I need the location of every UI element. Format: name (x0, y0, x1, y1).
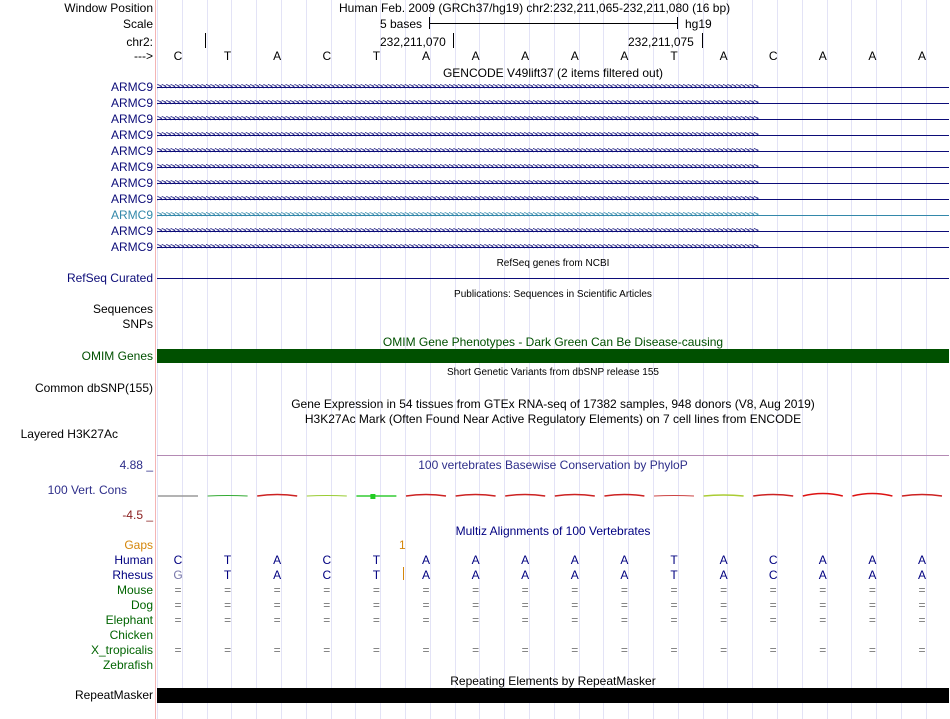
window-position-label[interactable]: Window Position (64, 1, 153, 15)
gencode-item-label[interactable]: ARMC9 (110, 80, 153, 94)
alignment-base: A (273, 568, 282, 582)
alignment-base: = (224, 583, 232, 597)
phylop-score-mark (208, 496, 248, 497)
h3k27ac-track-title[interactable]: H3K27Ac Mark (Often Found Near Active Regulatory Elements) on 7 cell lines from ENCODE (304, 412, 802, 426)
alignment-base: T (372, 568, 381, 582)
repeatmasker-track-title[interactable]: Repeating Elements by RepeatMasker (450, 674, 656, 688)
alignment-base: = (620, 643, 628, 657)
alignment-base: = (571, 613, 579, 627)
alignment-base: = (472, 643, 480, 657)
alignment-base: = (273, 583, 281, 597)
alignment-base: C (322, 553, 332, 567)
gencode-transcript[interactable] (157, 144, 949, 158)
strand-arrow-label[interactable]: ---> (134, 49, 153, 63)
alignment-base: A (471, 553, 480, 567)
alignment-base: A (570, 553, 579, 567)
alignment-base: A (570, 568, 579, 582)
gencode-track-title[interactable]: GENCODE V49lift37 (2 items filtered out) (442, 66, 664, 80)
alignment-base: = (720, 583, 728, 597)
refseq-gene-line[interactable] (157, 278, 949, 279)
alignment-base: = (372, 583, 380, 597)
alignment-base: = (273, 598, 281, 612)
reference-base: T (670, 49, 678, 63)
alignment-base: = (323, 598, 331, 612)
gencode-item-label[interactable]: ARMC9 (110, 208, 153, 222)
alignment-base: = (620, 613, 628, 627)
phylop-ymin-label: -4.5 _ (122, 508, 153, 522)
coord-right-text: 232,211,075 (628, 35, 694, 49)
scale-bar (429, 23, 677, 24)
repeatmasker-track-label[interactable]: RepeatMasker (74, 688, 153, 702)
reference-base: C (768, 49, 778, 63)
phylop-ymax-label: 4.88 _ (119, 458, 153, 472)
gencode-item-label[interactable]: ARMC9 (110, 128, 153, 142)
strand-chevrons: >>>>>>>>>>>>>>>>>>>>>>>>>>>>>>>>>>>>>>>>>>>>>>>>>>>>>>>>>>>>>>>>>>>>>>>>>>>>>>>>>>>>>>>>>>>>>>>>>>>>>>>>>>>>>>>>>>>>>>>>>>>>>>>>>>>>>>>> (157, 82, 758, 92)
alignment-base: = (620, 598, 628, 612)
alignment-base: A (868, 568, 877, 582)
strand-chevrons: >>>>>>>>>>>>>>>>>>>>>>>>>>>>>>>>>>>>>>>>>>>>>>>>>>>>>>>>>>>>>>>>>>>>>>>>>>>>>>>>>>>>>>>>>>>>>>>>>>>>>>>>>>>>>>>>>>>>>>>>>>>>>>>>>>>>>>>> (157, 114, 758, 124)
reference-base: A (273, 49, 282, 63)
alignment-base: A (273, 553, 282, 567)
alignment-base: = (670, 583, 678, 597)
gencode-item-label[interactable]: ARMC9 (110, 144, 153, 158)
gencode-transcript[interactable] (157, 80, 949, 94)
gaps-label[interactable]: Gaps (124, 538, 153, 552)
alignment-base: = (868, 598, 876, 612)
scale-db-text: hg19 (685, 17, 712, 31)
h3k27ac-baseline (157, 455, 949, 456)
coord-tick (205, 33, 206, 48)
alignment-base: A (421, 568, 430, 582)
gencode-transcript[interactable] (157, 176, 949, 190)
species-label[interactable]: Human (114, 553, 153, 567)
alignment-base: A (917, 553, 926, 567)
reference-base: A (719, 49, 728, 63)
coord-tick (702, 33, 703, 48)
species-label[interactable]: Dog (130, 598, 153, 612)
phylop-score-mark (902, 495, 942, 497)
alignment-base: = (918, 598, 926, 612)
omim-track-title[interactable]: OMIM Gene Phenotypes - Dark Green Can Be Disease-causing (382, 335, 724, 349)
phylop-score-mark (555, 495, 595, 497)
gencode-transcript[interactable] (157, 240, 949, 254)
alignment-base: = (868, 583, 876, 597)
reference-base: A (421, 49, 430, 63)
alignment-base: A (421, 553, 430, 567)
strand-chevrons: >>>>>>>>>>>>>>>>>>>>>>>>>>>>>>>>>>>>>>>>>>>>>>>>>>>>>>>>>>>>>>>>>>>>>>>>>>>>>>>>>>>>>>>>>>>>>>>>>>>>>>>>>>>>>>>>>>>>>>>>>>>>>>>>>>>>>>>> (157, 130, 758, 140)
phylop-score-mark (505, 495, 545, 497)
gaps-count: 1 (399, 538, 406, 552)
species-label[interactable]: Chicken (109, 628, 153, 642)
alignment-base: = (472, 613, 480, 627)
species-label[interactable]: Rhesus (112, 568, 153, 582)
alignment-base: = (670, 613, 678, 627)
alignment-base: = (521, 613, 529, 627)
phylop-score-mark (604, 495, 644, 497)
alignment-base: A (719, 553, 728, 567)
alignment-base: = (620, 583, 628, 597)
coord-tick (453, 33, 454, 48)
alignment-base: = (372, 598, 380, 612)
gencode-transcript[interactable] (157, 192, 949, 206)
alignment-base: A (917, 568, 926, 582)
alignment-base: = (174, 643, 182, 657)
label-separator (155, 0, 156, 719)
alignment-base: = (422, 613, 430, 627)
refseq-track-label[interactable]: RefSeq Curated (66, 271, 153, 285)
alignment-base: = (521, 583, 529, 597)
alignment-base: T (372, 553, 381, 567)
alignment-base: = (720, 613, 728, 627)
phylop-score-mark (704, 495, 744, 496)
alignment-base: T (670, 568, 678, 582)
alignment-base: = (521, 598, 529, 612)
alignment-base: = (273, 613, 281, 627)
chr-label[interactable]: chr2: (126, 35, 153, 49)
alignment-base: = (224, 613, 232, 627)
gencode-item-label[interactable]: ARMC9 (110, 160, 153, 174)
alignment-base: = (174, 613, 182, 627)
alignment-base: = (422, 598, 430, 612)
alignment-base: A (818, 553, 827, 567)
phylop-score-mark (852, 494, 892, 497)
strand-chevrons: >>>>>>>>>>>>>>>>>>>>>>>>>>>>>>>>>>>>>>>>>>>>>>>>>>>>>>>>>>>>>>>>>>>>>>>>>>>>>>>>>>>>>>>>>>>>>>>>>>>>>>>>>>>>>>>>>>>>>>>>>>>>>>>>>>>>>>>> (157, 226, 758, 236)
repeatmasker-feature-bar[interactable] (157, 688, 949, 703)
alignment-base: = (819, 583, 827, 597)
alignment-base: = (323, 583, 331, 597)
strand-chevrons: >>>>>>>>>>>>>>>>>>>>>>>>>>>>>>>>>>>>>>>>>>>>>>>>>>>>>>>>>>>>>>>>>>>>>>>>>>>>>>>>>>>>>>>>>>>>>>>>>>>>>>>>>>>>>>>>>>>>>>>>>>>>>>>>>>>>>>>> (157, 98, 758, 108)
species-label[interactable]: Mouse (116, 583, 153, 597)
scale-bar-right-tick (677, 17, 678, 29)
alignment-base: = (372, 643, 380, 657)
gencode-item-label[interactable]: ARMC9 (110, 192, 153, 206)
alignment-base: A (818, 568, 827, 582)
gencode-transcript[interactable] (157, 112, 949, 126)
alignment-base: = (769, 583, 777, 597)
scale-label[interactable]: Scale (122, 17, 153, 31)
h3k27ac-track-label[interactable]: Layered H3K27Ac (20, 427, 118, 441)
alignment-base: = (769, 598, 777, 612)
publications-track-title[interactable]: Publications: Sequences in Scientific Articles (454, 289, 652, 300)
gencode-item-label[interactable]: ARMC9 (110, 240, 153, 254)
alignment-base: T (223, 553, 232, 567)
gencode-item-label[interactable]: ARMC9 (110, 96, 153, 110)
gencode-item-label[interactable]: ARMC9 (110, 112, 153, 126)
coord-left-text: 232,211,070 (380, 35, 446, 49)
gencode-item-label[interactable]: ARMC9 (110, 224, 153, 238)
phylop-wiggle[interactable] (0, 480, 950, 510)
alignment-base: T (670, 553, 678, 567)
strand-chevrons: >>>>>>>>>>>>>>>>>>>>>>>>>>>>>>>>>>>>>>>>>>>>>>>>>>>>>>>>>>>>>>>>>>>>>>>>>>>>>>>>>>>>>>>>>>>>>>>>>>>>>>>>>>>>>>>>>>>>>>>>>>>>>>>>>>>>>>>> (157, 178, 758, 188)
species-label[interactable]: X_tropicalis (90, 643, 153, 657)
strand-chevrons: >>>>>>>>>>>>>>>>>>>>>>>>>>>>>>>>>>>>>>>>>>>>>>>>>>>>>>>>>>>>>>>>>>>>>>>>>>>>>>>>>>>>>>>>>>>>>>>>>>>>>>>>>>>>>>>>>>>>>>>>>>>>>>>>>>>>>>>> (157, 242, 758, 252)
alignment-base: = (918, 613, 926, 627)
alignment-base: = (868, 643, 876, 657)
reference-base: A (818, 49, 827, 63)
alignment-base: G (173, 568, 183, 582)
alignment-base: C (768, 568, 778, 582)
alignment-base: = (224, 598, 232, 612)
snps-track-label[interactable]: SNPs (122, 317, 153, 331)
alignment-base: = (571, 643, 579, 657)
alignment-base: = (571, 583, 579, 597)
alignment-base: = (670, 598, 678, 612)
alignment-base: = (472, 598, 480, 612)
reference-base: A (521, 49, 530, 63)
phylop-score-mark (257, 495, 297, 497)
phylop-score-mark (456, 495, 496, 497)
alignment-base: = (819, 598, 827, 612)
alignment-base: = (868, 613, 876, 627)
phylop-score-mark (654, 496, 694, 497)
alignment-base: C (768, 553, 778, 567)
alignment-base: = (670, 643, 678, 657)
alignment-base: A (471, 568, 480, 582)
species-label[interactable]: Zebrafish (102, 658, 153, 672)
alignment-base: = (918, 583, 926, 597)
reference-base: C (322, 49, 332, 63)
alignment-base: = (273, 643, 281, 657)
alignment-base: C (322, 568, 332, 582)
species-label[interactable]: Elephant (105, 613, 153, 627)
omim-track-label[interactable]: OMIM Genes (81, 349, 153, 363)
alignment-base: = (571, 598, 579, 612)
strand-chevrons: >>>>>>>>>>>>>>>>>>>>>>>>>>>>>>>>>>>>>>>>>>>>>>>>>>>>>>>>>>>>>>>>>>>>>>>>>>>>>>>>>>>>>>>>>>>>>>>>>>>>>>>>>>>>>>>>>>>>>>>>>>>>>>>>>>>>>>>> (157, 194, 758, 204)
reference-base: A (620, 49, 629, 63)
alignment-base: A (719, 568, 728, 582)
phylop-track-title[interactable]: 100 vertebrates Basewise Conservation by PhyloP (418, 458, 688, 472)
strand-chevrons: >>>>>>>>>>>>>>>>>>>>>>>>>>>>>>>>>>>>>>>>>>>>>>>>>>>>>>>>>>>>>>>>>>>>>>>>>>>>>>>>>>>>>>>>>>>>>>>>>>>>>>>>>>>>>>>>>>>>>>>>>>>>>>>>>>>>>>>> (157, 210, 758, 220)
alignment-base: = (720, 643, 728, 657)
alignment-base: A (620, 568, 629, 582)
sequences-track-label[interactable]: Sequences (92, 302, 153, 316)
reference-base: T (223, 49, 232, 63)
strand-chevrons: >>>>>>>>>>>>>>>>>>>>>>>>>>>>>>>>>>>>>>>>>>>>>>>>>>>>>>>>>>>>>>>>>>>>>>>>>>>>>>>>>>>>>>>>>>>>>>>>>>>>>>>>>>>>>>>>>>>>>>>>>>>>>>>>>>>>>>>> (157, 146, 758, 156)
phylop-score-mark (307, 496, 347, 497)
phylop-score-mark (406, 495, 446, 497)
gencode-transcript[interactable] (157, 96, 949, 110)
strand-chevrons: >>>>>>>>>>>>>>>>>>>>>>>>>>>>>>>>>>>>>>>>>>>>>>>>>>>>>>>>>>>>>>>>>>>>>>>>>>>>>>>>>>>>>>>>>>>>>>>>>>>>>>>>>>>>>>>>>>>>>>>>>>>>>>>>>>>>>>>> (157, 162, 758, 172)
phylop-track-label[interactable]: 100 Vert. Cons (47, 483, 127, 497)
alignment-base: = (819, 643, 827, 657)
alignment-base: = (323, 613, 331, 627)
alignment-base: = (422, 643, 430, 657)
alignment-base: = (174, 583, 182, 597)
gencode-transcript[interactable] (157, 224, 949, 238)
multiz-track-title[interactable]: Multiz Alignments of 100 Vertebrates (455, 524, 651, 538)
reference-base: C (173, 49, 183, 63)
alignment-base: A (521, 568, 530, 582)
gtex-track-title[interactable]: Gene Expression in 54 tissues from GTEx RNA-seq of 17382 samples, 948 donors (V8, Aug 2019) (291, 397, 815, 411)
dbsnp-track-title[interactable]: Short Genetic Variants from dbSNP release 155 (447, 367, 659, 378)
alignment-base: = (372, 613, 380, 627)
reference-base: A (471, 49, 480, 63)
alignment-base: = (472, 583, 480, 597)
assembly-position-text: Human Feb. 2009 (GRCh37/hg19) chr2:232,211,065-232,211,080 (16 bp) (339, 1, 731, 15)
phylop-score-mark (803, 494, 843, 497)
alignment-base: = (769, 643, 777, 657)
reference-base: T (372, 49, 381, 63)
dbsnp-track-label[interactable]: Common dbSNP(155) (34, 381, 153, 395)
alignment-base: = (819, 613, 827, 627)
alignment-base: = (323, 643, 331, 657)
scale-bases-text: 5 bases (380, 17, 423, 31)
alignment-base: A (620, 553, 629, 567)
omim-feature-bar[interactable] (157, 349, 949, 363)
refseq-track-title[interactable]: RefSeq genes from NCBI (496, 258, 610, 269)
reference-base: A (917, 49, 926, 63)
alignment-base: = (521, 643, 529, 657)
alignment-base: T (223, 568, 232, 582)
phylop-score-mark (753, 495, 793, 497)
gencode-item-label[interactable]: ARMC9 (110, 176, 153, 190)
alignment-base: A (868, 553, 877, 567)
gencode-transcript[interactable] (157, 160, 949, 174)
alignment-base: = (174, 598, 182, 612)
alignment-base: = (769, 613, 777, 627)
reference-base: A (868, 49, 877, 63)
alignment-base: A (521, 553, 530, 567)
alignment-base: C (173, 553, 183, 567)
gencode-transcript[interactable] (157, 128, 949, 142)
alignment-base: = (224, 643, 232, 657)
phylop-score-mark (370, 494, 375, 499)
insertion-marker (403, 567, 404, 580)
gencode-transcript[interactable] (157, 208, 949, 222)
alignment-base: = (720, 598, 728, 612)
alignment-base: = (422, 583, 430, 597)
reference-base: A (570, 49, 579, 63)
alignment-base: = (918, 643, 926, 657)
